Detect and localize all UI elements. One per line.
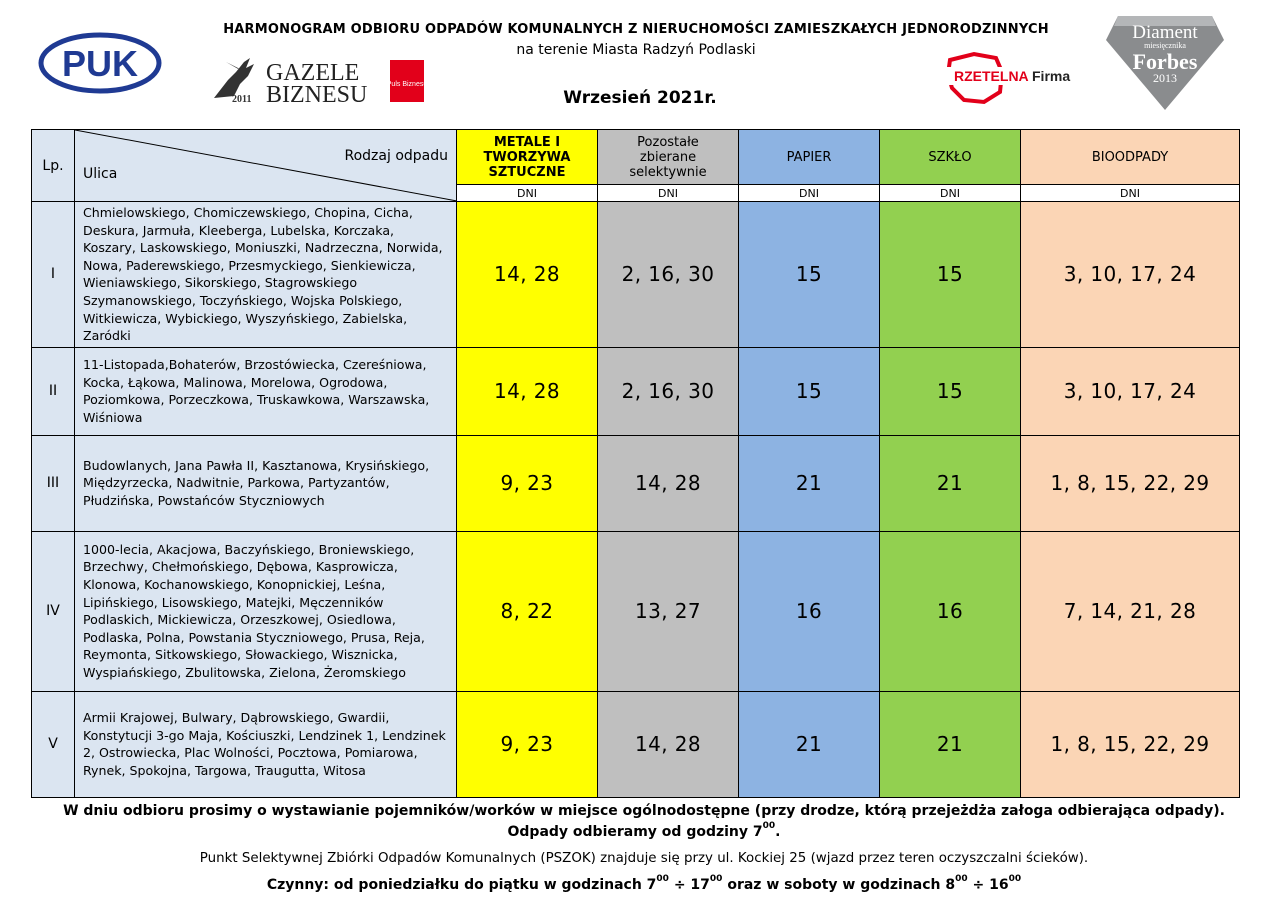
gazele-badge: Puls Biznesu	[386, 81, 428, 88]
unit-label-bio: DNI	[1021, 185, 1240, 202]
column-header-other: Pozostałe zbierane selektywnie	[598, 130, 739, 185]
puk-logo	[38, 32, 162, 94]
paper-days: 15	[739, 347, 880, 435]
bio-days: 1, 8, 15, 22, 29	[1021, 691, 1240, 797]
metal-days: 14, 28	[457, 202, 598, 348]
other-days: 14, 28	[598, 435, 739, 531]
glass-days: 16	[880, 531, 1021, 691]
page-subtitle: na terenie Miasta Radzyń Podlaski	[516, 42, 756, 58]
metal-days: 14, 28	[457, 347, 598, 435]
glass-days: 15	[880, 347, 1021, 435]
row-number: IV	[32, 531, 75, 691]
street-list: 1000-lecia, Akacjowa, Baczyńskiego, Broniewskiego, Brzechwy, Chełmońskiego, Dębowa, Kasprowicza, Klonowa, Kochanowskiego, Konopnickiej, Leśna, Lipińskiego, Lisowskiego, Matejki, Męczenników Podlaskich, Mickiewicza, Orzeszkowej, Osiedlowa, Podlaska, Polna, Powstania Styczniowego, Prusa, Reja, Reymonta, Sitkowskiego, Słowackiego, Wisznicka, Wyspiańskiego, Zbulitowska, Zielona, Żeromskiego	[75, 531, 457, 691]
bio-days: 1, 8, 15, 22, 29	[1021, 435, 1240, 531]
unit-label-metal: DNI	[457, 185, 598, 202]
puk-logo-text: PUK	[61, 43, 139, 84]
row-number: I	[32, 202, 75, 348]
paper-days: 21	[739, 691, 880, 797]
footer-pszok-hours: Czynny: od poniedziałku do piątku w godzinach $7^{00} \div 17^{00}$ oraz w soboty w godzinach $8^{00} \div 16^{00}$	[266, 874, 1022, 893]
paper-days: 16	[739, 531, 880, 691]
glass-days: 21	[880, 691, 1021, 797]
forbes-mid: miesięcznika	[1144, 41, 1186, 50]
page-title: HARMONOGRAM ODBIORU ODPADÓW KOMUNALNYCH Z NIERUCHOMOŚCI ZAMIESZKAŁYCH JEDNORODZINNYCH	[223, 22, 1049, 37]
column-header-glass: SZKŁO	[880, 130, 1021, 185]
footer-pszok-location: Punkt Selektywnej Zbiórki Odpadów Komunalnych (PSZOK) znajduje się przy ul. Kockiej 25 (wjazd przez teren oczyszczalni ścieków).	[199, 851, 1089, 866]
table-row	[32, 531, 1240, 691]
other-days: 2, 16, 30	[598, 202, 739, 348]
diagonal-divider	[75, 130, 457, 201]
footer-instructions: W dniu odbioru prosimy o wystawianie pojemników/worków w miejsce ogólnodostępne (przy drodze, którą przejeżdża załoga odbierająca odpady).	[63, 803, 1225, 819]
gazele-biznesu-logo	[210, 50, 430, 108]
lp-header: Lp.	[32, 130, 75, 202]
column-header-metal: METALE I TWORZYWA SZTUCZNE	[457, 130, 598, 185]
collection-schedule-table	[31, 129, 1240, 798]
footer-pickup-time: Odpady odbieramy od godziny $7^{00}$.	[507, 821, 781, 840]
rzetelna-red-text: RZETELNA	[954, 68, 1029, 84]
street-list: Armii Krajowej, Bulwary, Dąbrowskiego, Gwardii, Konstytucji 3-go Maja, Kościuszki, Lendzinek 1, Lendzinek 2, Ostrowiecka, Plac Wolności, Pocztowa, Pomiarowa, Rynek, Spokojna, Targowa, Traugutta, Witosa	[75, 691, 457, 797]
unit-label-paper: DNI	[739, 185, 880, 202]
row-number: II	[32, 347, 75, 435]
bio-days: 3, 10, 17, 24	[1021, 347, 1240, 435]
forbes-name: Forbes	[1132, 49, 1198, 74]
street-category-header	[75, 130, 457, 202]
other-days: 13, 27	[598, 531, 739, 691]
column-header-bio: BIOODPADY	[1021, 130, 1240, 185]
rzetelna-black-text: Firma	[1032, 68, 1071, 84]
table-row	[32, 691, 1240, 797]
gazele-year: 2011	[232, 94, 252, 105]
bio-days: 3, 10, 17, 24	[1021, 202, 1240, 348]
street-list: Chmielowskiego, Chomiczewskiego, Chopina, Cicha, Deskura, Jarmuła, Kleeberga, Lubelska, Korczaka, Koszary, Laskowskiego, Moniuszki, Nadrzeczna, Norwida, Nowa, Paderewskiego, Przesmyckiego, Sienkiewicza, Wieniawskiego, Sikorskiego, Stagrowskiego Szymanowskiego, Toczyńskiego, Wojska Polskiego, Witkiewicza, Wybickiego, Wyszyńskiego, Zabielska, Zaródki	[75, 202, 457, 348]
street-list: 11-Listopada,Bohaterów, Brzostówiecka, Czereśniowa, Kocka, Łąkowa, Malinowa, Morelowa, Ogrodowa, Poziomkowa, Porzeczkowa, Truskawkowa, Warszawska, Wiśniowa	[75, 347, 457, 435]
table-row	[32, 435, 1240, 531]
paper-days: 21	[739, 435, 880, 531]
category-header-label: Rodzaj odpadu	[344, 148, 448, 164]
unit-label-other: DNI	[598, 185, 739, 202]
schedule-month: Wrzesień 2021r.	[563, 88, 717, 108]
metal-days: 9, 23	[457, 435, 598, 531]
table-row	[32, 347, 1240, 435]
table-row	[32, 202, 1240, 348]
gazele-line1: GAZELE	[266, 60, 360, 86]
column-header-paper: PAPIER	[739, 130, 880, 185]
document-header	[0, 0, 1288, 128]
other-days: 2, 16, 30	[598, 347, 739, 435]
gazele-line2: BIZNESU	[266, 82, 368, 108]
forbes-year: 2013	[1153, 71, 1177, 85]
metal-days: 9, 23	[457, 691, 598, 797]
metal-days: 8, 22	[457, 531, 598, 691]
street-list: Budowlanych, Jana Pawła II, Kasztanowa, Krysińskiego, Międzyrzecka, Nadwitnie, Parkowa, Partyzantów, Płudzińska, Powstańców Styczniowych	[75, 435, 457, 531]
bio-days: 7, 14, 21, 28	[1021, 531, 1240, 691]
rzetelna-firma-logo	[944, 48, 1079, 108]
other-days: 14, 28	[598, 691, 739, 797]
paper-days: 15	[739, 202, 880, 348]
unit-label-glass: DNI	[880, 185, 1021, 202]
row-number: III	[32, 435, 75, 531]
forbes-diament-logo	[1104, 14, 1226, 112]
glass-days: 21	[880, 435, 1021, 531]
glass-days: 15	[880, 202, 1021, 348]
street-header-label: Ulica	[83, 166, 118, 182]
forbes-top: Diament	[1132, 22, 1198, 43]
row-number: V	[32, 691, 75, 797]
